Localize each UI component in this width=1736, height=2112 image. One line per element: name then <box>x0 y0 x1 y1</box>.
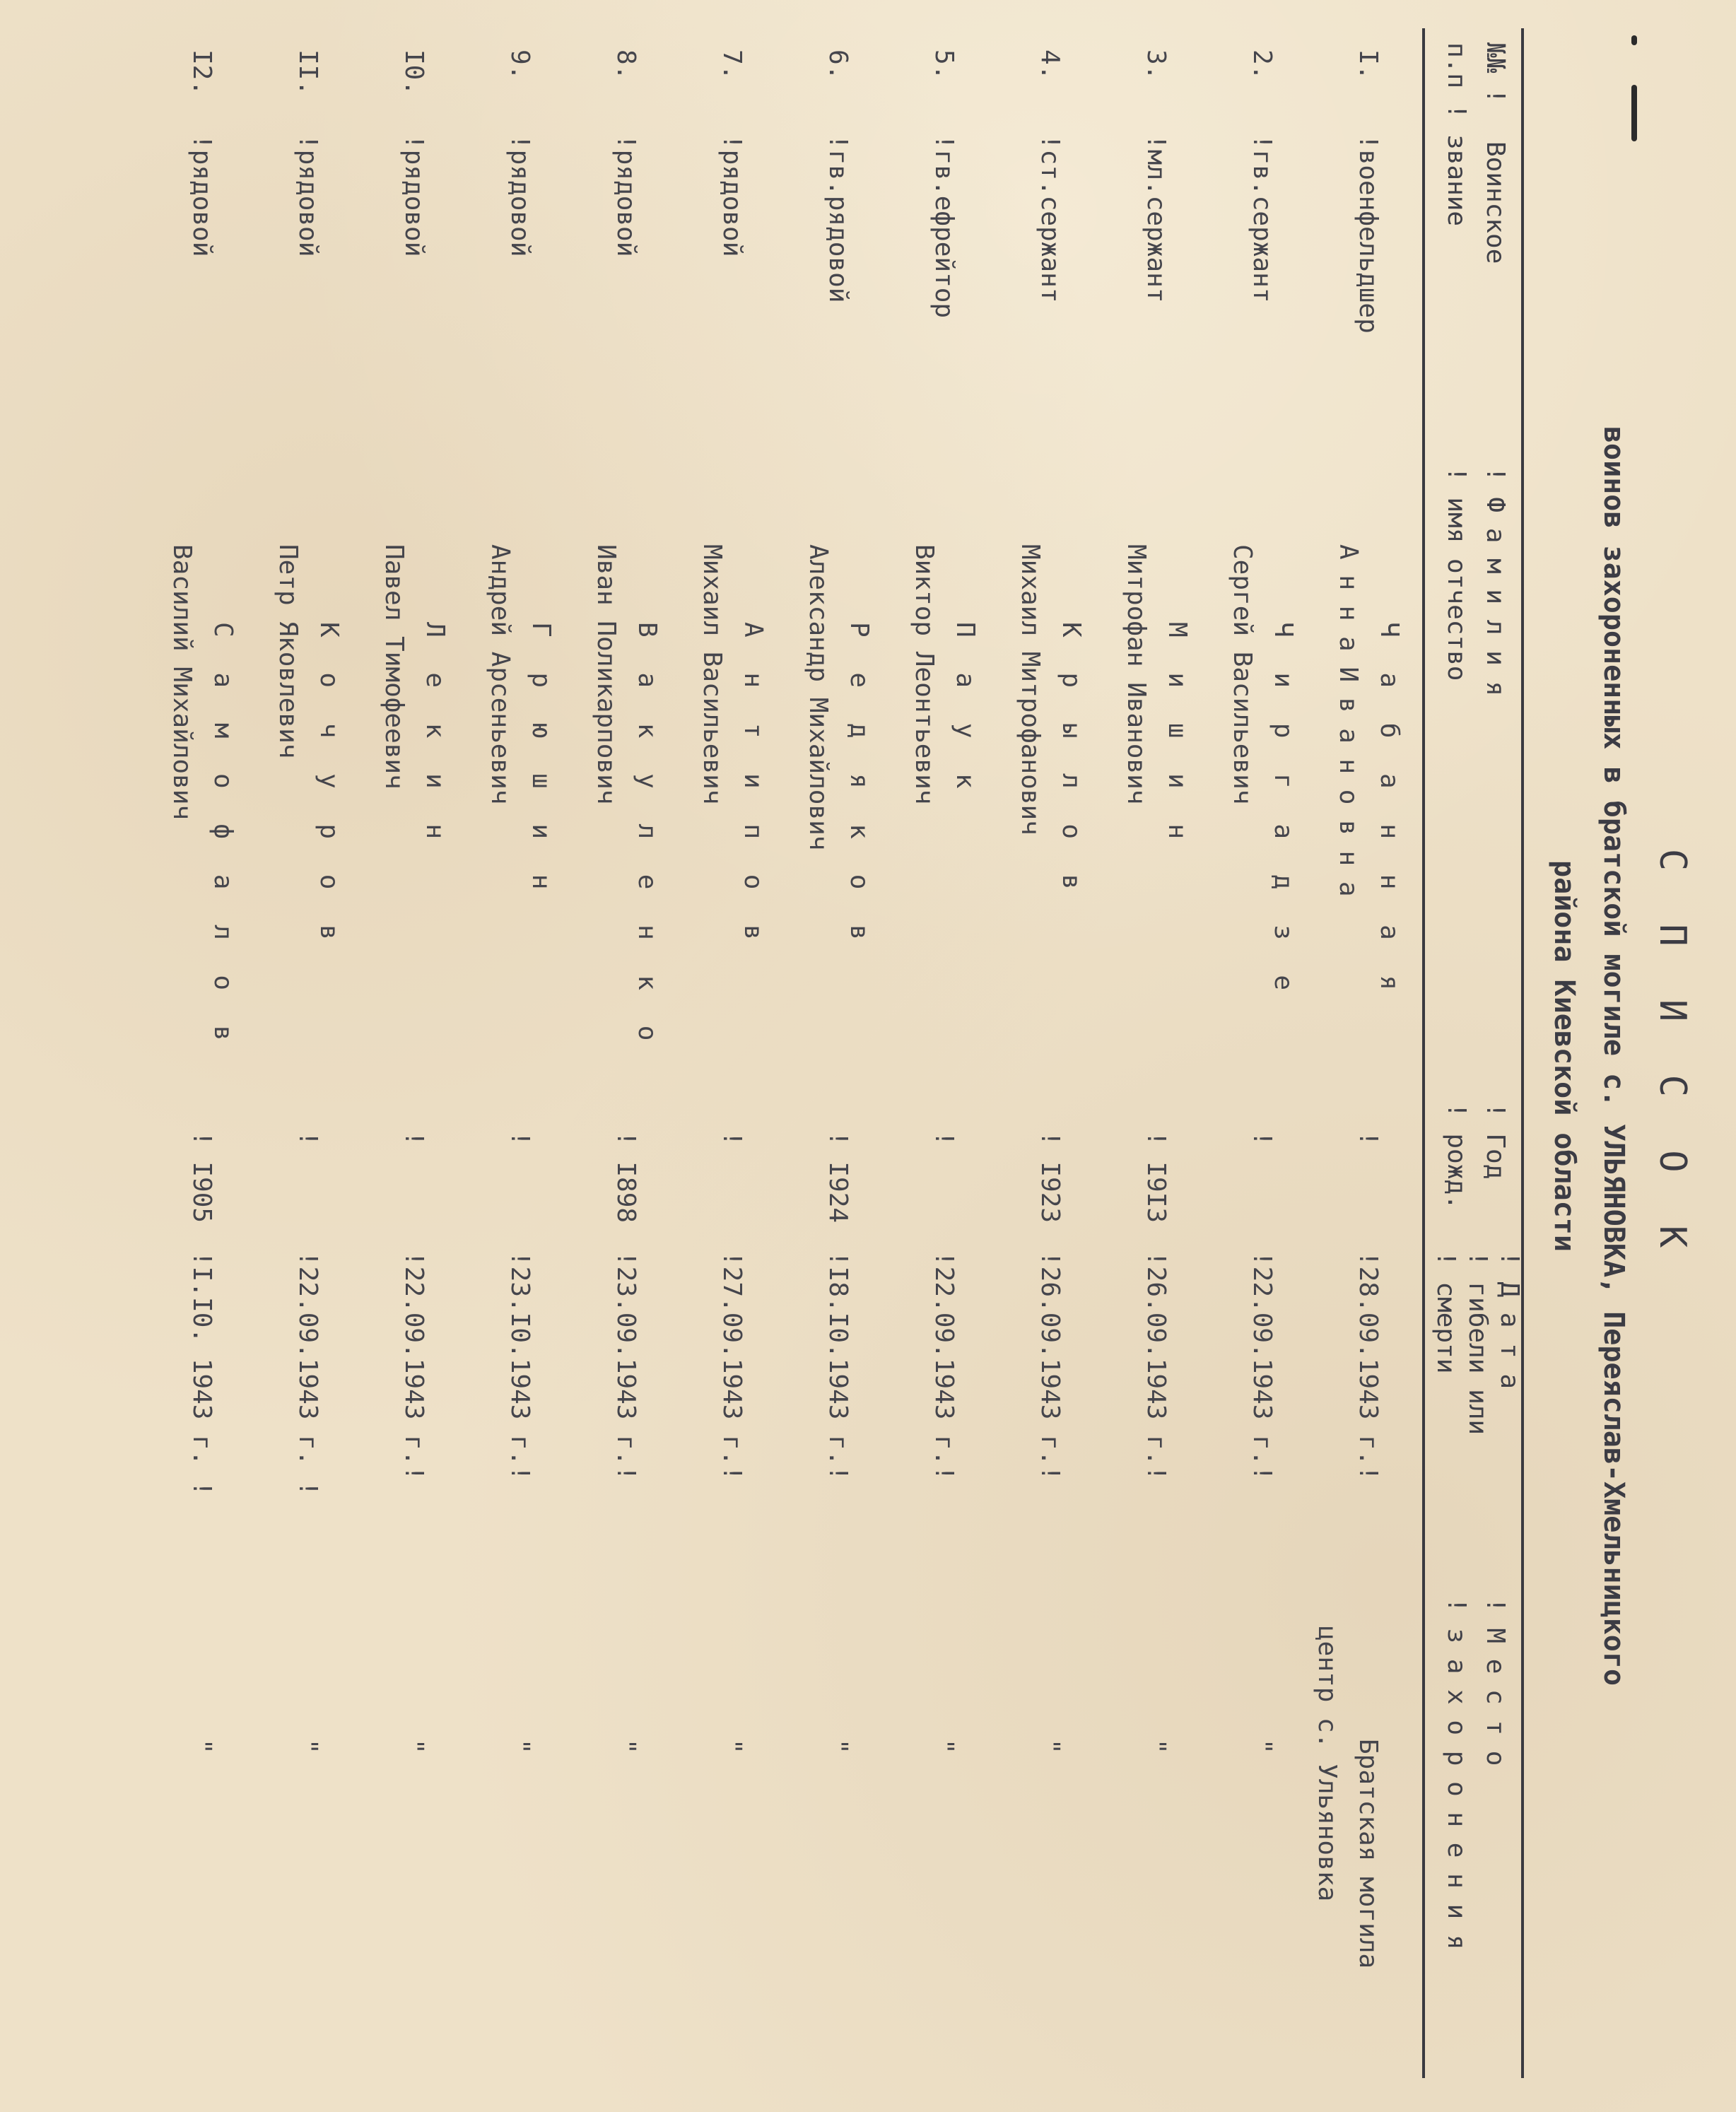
burial-place: " <box>293 1739 322 1754</box>
table-row <box>768 0 874 2112</box>
header-burial: ! М е с т о <box>1481 1597 1510 1766</box>
military-rank: !ст.сержант <box>1036 134 1065 303</box>
table-top-rule <box>1521 28 1524 2078</box>
header-date-sub: ! гибели или <box>1463 1251 1492 1436</box>
row-number: 2. <box>1248 49 1277 81</box>
death-date: !22.09.1943 г.! <box>399 1251 428 1482</box>
document-title: С П И С О К <box>1651 848 1694 1264</box>
burial-place: Братская могила <box>1354 1739 1383 1969</box>
military-rank: !гв.сержант <box>1248 134 1277 303</box>
row-number: 8. <box>611 49 640 81</box>
burial-place: " <box>1248 1739 1277 1754</box>
death-date: !I.I0. 1943 г. ! <box>187 1251 216 1496</box>
table-row <box>344 0 450 2112</box>
row-number: 3. <box>1142 49 1171 81</box>
surname: А н т и п о в <box>739 622 768 950</box>
surname: Р е д я к о в <box>845 622 874 950</box>
given-name: Петр Яковлевич <box>274 544 303 759</box>
burial-place: " <box>187 1739 216 1754</box>
surname: К р ы л о в <box>1057 622 1086 900</box>
death-date: !22.09.1943 г.! <box>929 1251 958 1482</box>
surname: Ч и р г а д з е <box>1269 622 1298 1001</box>
given-name: Александр Михайлович <box>804 544 833 851</box>
given-name: Василий Михайлович <box>168 544 197 821</box>
table-row <box>1298 0 1404 2112</box>
header-name-sub: ! имя отчество <box>1442 467 1471 681</box>
death-date: !28.09.1943 г.! <box>1354 1251 1383 1482</box>
header-num-rank: п.п ! звание <box>1442 42 1471 227</box>
header-num: №№ ! <box>1481 42 1510 104</box>
burial-place: " <box>717 1739 746 1754</box>
header-name: ! Ф а м и л и я <box>1481 467 1510 697</box>
death-date: !26.09.1943 г.! <box>1142 1251 1171 1482</box>
table-row <box>556 0 662 2112</box>
given-name: Митрофан Иванович <box>1122 544 1151 805</box>
header-birth: ! Год <box>1481 1103 1510 1180</box>
military-rank: !рядовой <box>187 134 216 257</box>
death-date: !26.09.1943 г.! <box>1036 1251 1065 1482</box>
military-rank: !гв.ефрейтор <box>929 134 958 319</box>
birth-year: ! I898 <box>611 1131 640 1224</box>
table-row <box>980 0 1086 2112</box>
row-number: 9. <box>505 49 534 81</box>
death-date: !22.09.1943 г.! <box>1248 1251 1277 1482</box>
burial-place: " <box>399 1739 428 1754</box>
header-burial-sub: ! з а х о р о н е н и я <box>1442 1597 1471 1950</box>
document-subtitle: района Киевской области <box>1548 860 1580 1252</box>
birth-year: ! I923 <box>1036 1131 1065 1224</box>
birth-year: ! I9I3 <box>1142 1131 1171 1224</box>
military-rank: !мл.сержант <box>1142 134 1171 303</box>
death-date: !27.09.1943 г.! <box>717 1251 746 1482</box>
row-number: I0. <box>399 49 428 96</box>
given-name: А н н а И в а н о в н а <box>1334 544 1363 897</box>
military-rank: !рядовой <box>611 134 640 257</box>
surname: Ч а б а н н а я <box>1375 622 1404 1001</box>
death-date: !23.09.1943 г.! <box>611 1251 640 1482</box>
birth-year: ! <box>293 1131 322 1146</box>
military-rank: !рядовой <box>399 134 428 257</box>
table-row <box>1192 0 1298 2112</box>
document-subtitle: воинов захороненных в братской могиле с. УЛЬЯНОВКА, Переяслав-Хмельницкого <box>1597 426 1630 1686</box>
row-number: I2. <box>187 49 216 96</box>
row-number: 4. <box>1036 49 1065 81</box>
death-date: !22.09.1943 г. ! <box>293 1251 322 1496</box>
given-name: Павел Тимофеевич <box>380 544 409 790</box>
burial-place: " <box>611 1739 640 1754</box>
birth-year: ! <box>717 1131 746 1146</box>
row-number: 6. <box>823 49 852 81</box>
burial-place-detail: центр с. Ульяновка <box>1313 1626 1342 1902</box>
table-header-rule <box>1422 28 1425 2078</box>
header-date: ! Д а т а <box>1495 1251 1524 1390</box>
row-number: 5. <box>929 49 958 81</box>
table-row <box>662 0 768 2112</box>
given-name: Андрей Арсеньевич <box>486 544 515 805</box>
table-row <box>874 0 980 2112</box>
surname: Г р ю ш и н <box>527 622 556 900</box>
military-rank: !рядовой <box>505 134 534 257</box>
row-number: II. <box>293 49 322 96</box>
header-birth-sub: ! рожд. <box>1442 1103 1471 1210</box>
birth-year: ! I924 <box>823 1131 852 1224</box>
death-date: !I8.I0.1943 г.! <box>823 1251 852 1482</box>
header-date-sub2: ! смерти <box>1431 1251 1460 1374</box>
military-rank: !рядовой <box>717 134 746 257</box>
birth-year: ! <box>1248 1131 1277 1146</box>
surname: М и ш и н <box>1163 622 1192 850</box>
table-row <box>1086 0 1192 2112</box>
burial-place: " <box>1036 1739 1065 1754</box>
military-rank: !военфельдшер <box>1354 134 1383 334</box>
death-date: !23.I0.1943 г.! <box>505 1251 534 1482</box>
birth-year: ! <box>399 1131 428 1146</box>
table-row <box>237 0 344 2112</box>
birth-year: ! <box>1354 1131 1383 1146</box>
surname: Л е к и н <box>421 622 450 850</box>
surname: К о ч у р о в <box>315 622 344 950</box>
row-number: I. <box>1354 49 1383 81</box>
given-name: Сергей Васильевич <box>1228 544 1257 805</box>
table-row <box>450 0 556 2112</box>
surname: С а м о ф а л о в <box>209 622 237 1051</box>
given-name: Иван Поликарпович <box>592 544 621 805</box>
military-rank: !гв.рядовой <box>823 134 852 303</box>
header-rank: Воинское <box>1481 141 1510 264</box>
given-name: Михаил Васильевич <box>698 544 727 805</box>
table-row <box>131 0 237 2112</box>
given-name: Михаил Митрофанович <box>1016 544 1045 835</box>
given-name: Виктор Леонтьевич <box>910 544 939 805</box>
military-rank: !рядовой <box>293 134 322 257</box>
birth-year: ! <box>929 1131 958 1146</box>
surname: П а у к <box>951 622 980 799</box>
burial-place: " <box>1142 1739 1171 1754</box>
row-number: 7. <box>717 49 746 81</box>
surname: В а к у л е н к о <box>633 622 662 1051</box>
birth-year: ! <box>505 1131 534 1146</box>
burial-place: " <box>929 1739 958 1754</box>
burial-place: " <box>823 1739 852 1754</box>
burial-place: " <box>505 1739 534 1754</box>
birth-year: ! I905 <box>187 1131 216 1224</box>
